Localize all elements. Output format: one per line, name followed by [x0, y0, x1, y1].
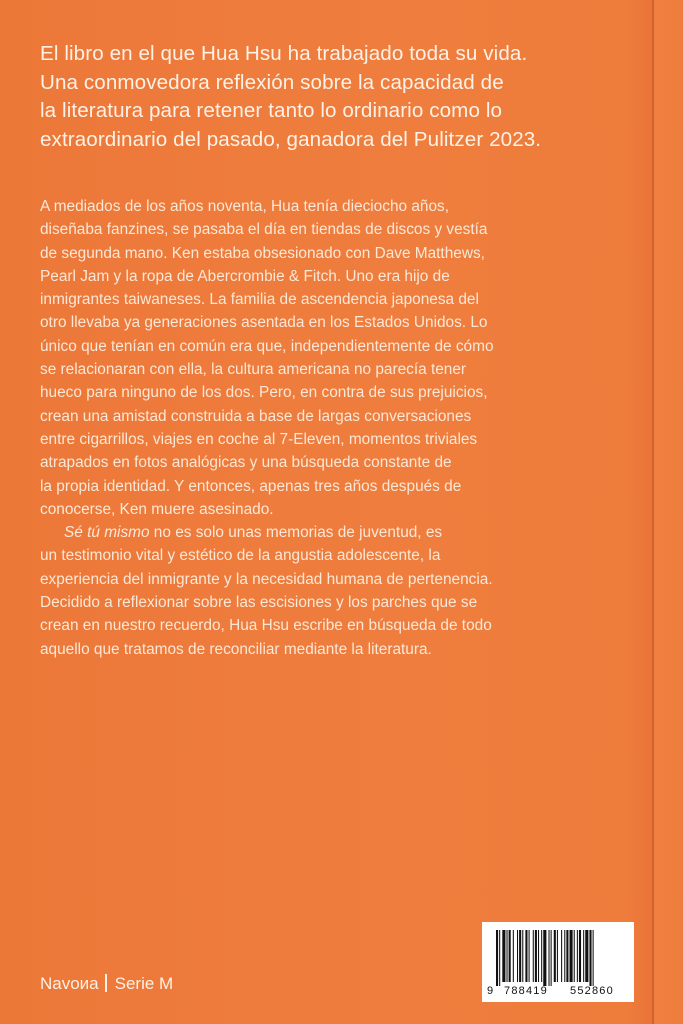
headline-line: El libro en el que Hua Hsu ha trabajado toda su vida.: [40, 42, 528, 65]
barcode-bar: [496, 930, 498, 986]
synopsis-line: Pearl Jam y la ropa de Abercrombie & Fitch. Uno era hijo de: [40, 267, 450, 285]
synopsis-line: experiencia del inmigrante y la necesidad humana de pertenencia.: [40, 570, 493, 588]
synopsis-line: Decidido a reflexionar sobre las escisiones y los parches que se: [40, 594, 478, 612]
barcode-bar: [593, 930, 594, 986]
series-name: Serie M: [114, 974, 174, 993]
synopsis-line: diseñaba fanzines, se pasaba el día en tiendas de discos y vestía: [40, 221, 488, 239]
barcode-bar: [533, 930, 534, 982]
synopsis-line-rest: no es solo unas memorias de juventud, es: [149, 524, 443, 542]
barcode-bar: [564, 930, 565, 982]
barcode-bar: [535, 930, 537, 982]
barcode-bar: [525, 930, 527, 982]
barcode-bar: [583, 930, 584, 982]
barcode-bar: [561, 930, 562, 982]
barcode-bar: [529, 930, 530, 982]
isbn-barcode: [482, 922, 634, 1002]
barcode-bar: [577, 930, 578, 982]
barcode-bar: [554, 930, 556, 982]
barcode-bar: [566, 930, 568, 982]
barcode-bar: [551, 930, 552, 986]
synopsis-line: de segunda mano. Ken estaba obsesionado con Dave Matthews,: [40, 244, 485, 262]
barcode-bar: [549, 930, 550, 986]
barcode-bar: [519, 930, 521, 982]
synopsis-line: hueco para ninguno de los dos. Pero, en contra de sus prejuicios,: [40, 384, 488, 402]
barcode-left-group: 788419: [504, 985, 548, 997]
synopsis: [40, 195, 655, 661]
headline-line: extraordinario del pasado, ganadora del Pulitzer 2023.: [40, 127, 542, 151]
barcode-bar: [502, 930, 505, 982]
barcode-bar: [517, 930, 518, 982]
barcode-bar: [509, 930, 511, 982]
synopsis-line: inmigrantes taiwaneses. La familia de ascendencia japonesa del: [40, 291, 479, 309]
synopsis-line: A mediados de los años noventa, Hua tenía dieciocho años,: [40, 198, 449, 215]
barcode-bar: [499, 930, 500, 986]
book-title-italic: Sé tú mismo: [64, 524, 150, 542]
barcode-bars: [482, 922, 634, 986]
barcode-right-group: 552860: [570, 985, 614, 997]
barcode-bar: [585, 930, 588, 982]
barcode-first-digit: 9: [487, 985, 494, 997]
barcode-bar: [538, 930, 539, 982]
synopsis-line: se relacionaran con ella, la cultura americana no parecía tener: [40, 361, 467, 379]
synopsis-line: la propia identidad. Y entonces, apenas tres años después de: [40, 477, 462, 495]
synopsis-line: conocerse, Ken muere asesinado.: [40, 500, 274, 518]
synopsis-line: un testimonio vital y estético de la angustia adolescente, la: [40, 547, 441, 565]
barcode-bar: [522, 930, 523, 982]
headline-line: Una conmovedora reflexión sobre la capacidad de: [40, 70, 504, 94]
barcode-bar: [543, 930, 546, 986]
synopsis-line: crean una amistad construida a base de largas conversaciones: [40, 407, 472, 425]
barcode-bar: [579, 930, 581, 982]
publisher-name: Navoиa: [40, 974, 99, 993]
publisher-imprint: [40, 974, 173, 994]
barcode-bar: [507, 930, 508, 982]
synopsis-line: único que tenían en común era que, independientemente de cómo: [40, 337, 494, 355]
headline-blurb: [40, 40, 640, 154]
headline-line: la literatura para retener tanto lo ordinario como lo: [40, 99, 503, 123]
barcode-bar: [589, 930, 591, 986]
barcode-bar: [570, 930, 573, 982]
synopsis-line: crean en nuestro recuerdo, Hua Hsu escribe en búsqueda de todo: [40, 617, 492, 635]
barcode-bar: [574, 930, 575, 982]
imprint-divider: [105, 974, 107, 992]
barcode-bar: [541, 930, 542, 982]
barcode-bar: [557, 930, 558, 982]
synopsis-line: atrapados en fotos analógicas y una búsqueda constante de: [40, 454, 452, 472]
synopsis-line: entre cigarrillos, viajes en coche al 7-Eleven, momentos triviales: [40, 430, 478, 448]
synopsis-line: aquello que tratamos de reconciliar mediante la literatura.: [40, 640, 432, 658]
barcode-bar: [513, 930, 514, 982]
synopsis-line-second-paragraph-start: [40, 521, 655, 544]
synopsis-line: otro llevaba ya generaciones asentada en los Estados Unidos. Lo: [40, 314, 488, 332]
